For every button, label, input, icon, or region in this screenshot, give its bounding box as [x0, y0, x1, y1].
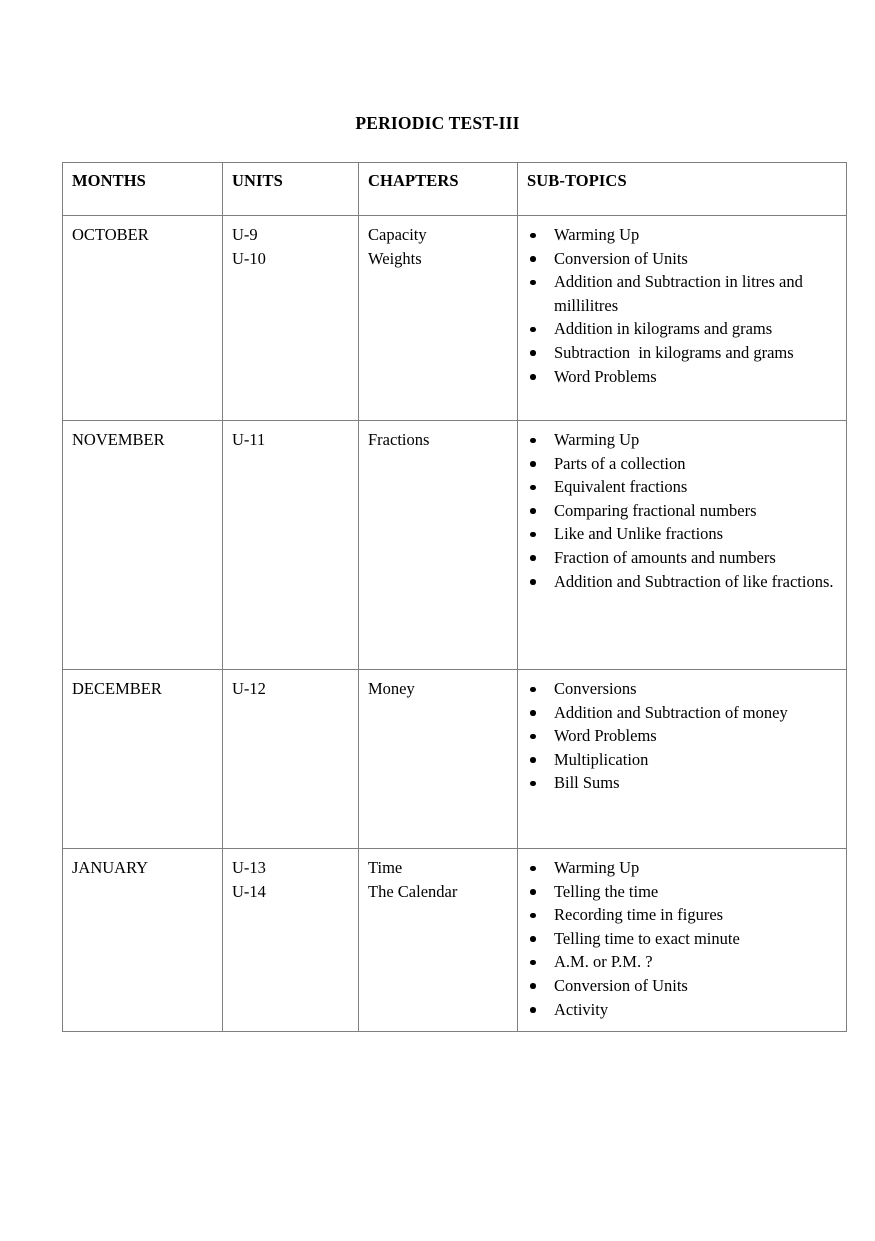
column-header-chapters	[359, 163, 518, 216]
subtopic-item: Addition and Subtraction of money	[518, 701, 840, 725]
page-title: PERIODIC TEST-III	[355, 113, 520, 133]
units-list	[232, 428, 350, 452]
subtopic-item: Bill Sums	[518, 771, 840, 795]
table-row	[63, 849, 847, 1032]
subtopic-item: Warming Up	[518, 856, 840, 880]
unit-item: U-14	[232, 882, 266, 901]
cell-month	[63, 849, 223, 1032]
chapter-item: Time	[368, 858, 403, 877]
unit-item: U-11	[232, 430, 266, 449]
cell-month	[63, 216, 223, 421]
subtopic-item: Telling time to exact minute	[518, 927, 840, 951]
subtopic-item: Telling the time	[518, 880, 840, 904]
unit-item: U-13	[232, 858, 266, 877]
unit-item: U-10	[232, 249, 266, 268]
subtopic-item: Word Problems	[518, 724, 840, 748]
chapter-item: Money	[368, 679, 415, 698]
subtopic-item: Activity	[518, 998, 840, 1022]
cell-chapters	[359, 849, 518, 1032]
column-header-subtopics-label: SUB-TOPICS	[527, 171, 627, 190]
cell-units	[223, 849, 359, 1032]
cell-units	[223, 670, 359, 849]
subtopics-list	[518, 856, 840, 1021]
table-row	[63, 421, 847, 670]
column-header-units-label: UNITS	[232, 171, 283, 190]
subtopic-item: A.M. or P.M. ?	[518, 950, 840, 974]
column-header-subtopics	[518, 163, 847, 216]
chapter-item: The Calendar	[368, 882, 458, 901]
subtopic-item: Subtraction in kilograms and grams	[518, 341, 840, 365]
table-row	[63, 216, 847, 421]
cell-month	[63, 421, 223, 670]
column-header-months	[63, 163, 223, 216]
chapters-list	[368, 677, 509, 701]
chapters-list	[368, 223, 509, 271]
cell-units	[223, 421, 359, 670]
chapters-list	[368, 428, 509, 452]
subtopic-item: Warming Up	[518, 428, 840, 452]
cell-chapters	[359, 670, 518, 849]
units-list	[232, 223, 350, 271]
column-header-chapters-label: CHAPTERS	[368, 171, 459, 190]
unit-item: U-9	[232, 225, 258, 244]
subtopic-item: Equivalent fractions	[518, 475, 840, 499]
unit-item: U-12	[232, 679, 266, 698]
subtopic-item: Recording time in figures	[518, 903, 840, 927]
subtopic-item: Comparing fractional numbers	[518, 499, 840, 523]
subtopic-item: Warming Up	[518, 223, 840, 247]
chapter-item: Capacity	[368, 225, 427, 244]
table-header-row	[63, 163, 847, 216]
column-header-months-label: MONTHS	[72, 171, 146, 190]
cell-units	[223, 216, 359, 421]
chapters-list	[368, 856, 509, 904]
subtopic-item: Addition in kilograms and grams	[518, 317, 840, 341]
cell-month	[63, 670, 223, 849]
subtopic-item: Like and Unlike fractions	[518, 522, 840, 546]
subtopics-list	[518, 677, 840, 795]
cell-chapters	[359, 421, 518, 670]
units-list	[232, 677, 350, 701]
cell-subtopics	[518, 849, 847, 1032]
chapter-item: Weights	[368, 249, 422, 268]
month-label: NOVEMBER	[72, 430, 165, 449]
chapter-item: Fractions	[368, 430, 430, 449]
cell-subtopics	[518, 216, 847, 421]
subtopic-item: Addition and Subtraction of like fractions.	[518, 570, 840, 594]
subtopics-list	[518, 223, 840, 388]
subtopic-item: Fraction of amounts and numbers	[518, 546, 840, 570]
table-row	[63, 670, 847, 849]
subtopic-item: Conversion of Units	[518, 247, 840, 271]
cell-subtopics	[518, 421, 847, 670]
subtopic-item: Conversions	[518, 677, 840, 701]
month-label: JANUARY	[72, 858, 149, 877]
month-label: DECEMBER	[72, 679, 162, 698]
subtopic-item: Conversion of Units	[518, 974, 840, 998]
cell-subtopics	[518, 670, 847, 849]
month-label: OCTOBER	[72, 225, 149, 244]
units-list	[232, 856, 350, 904]
column-header-units	[223, 163, 359, 216]
subtopic-item: Addition and Subtraction in litres and millilitres	[518, 270, 840, 317]
subtopic-item: Multiplication	[518, 748, 840, 772]
subtopic-item: Word Problems	[518, 365, 840, 389]
subtopics-list	[518, 428, 840, 593]
subtopic-item: Parts of a collection	[518, 452, 840, 476]
cell-chapters	[359, 216, 518, 421]
syllabus-table	[62, 162, 847, 1032]
